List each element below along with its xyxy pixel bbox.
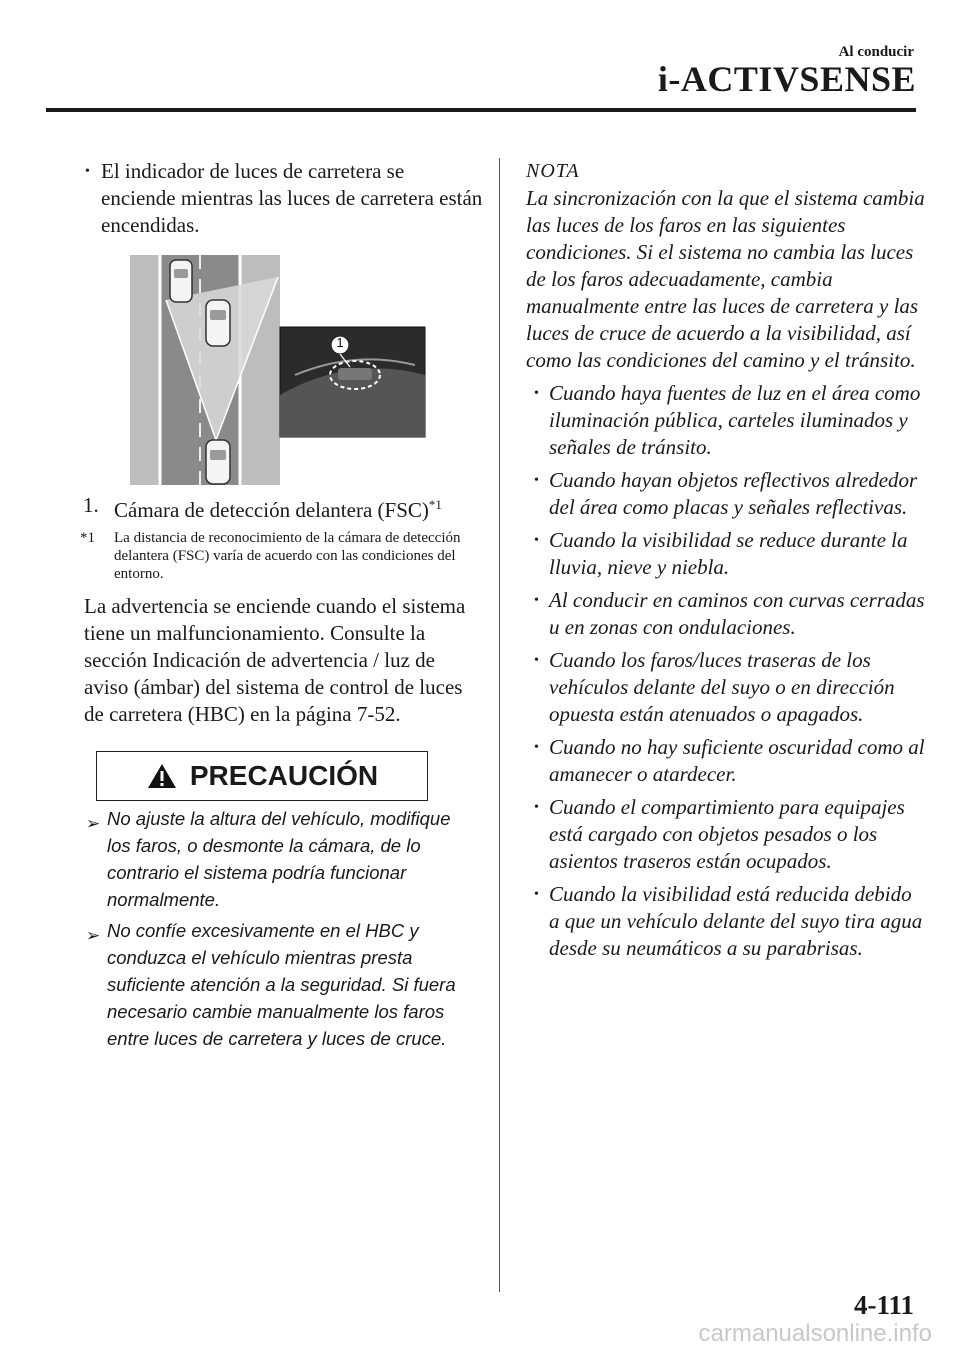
list-item: • Cuando no hay suficiente oscuridad como al amanecer o atardecer.	[526, 734, 926, 788]
list-item: • Cuando la visibilidad se reduce durante la lluvia, nieve y niebla.	[526, 527, 926, 581]
caption-footnote-ref: *1	[428, 497, 442, 512]
warning-paragraph: La advertencia se enciende cuando el sistema tiene un malfuncionamiento. Consulte la sección Indicación de advertencia / luz de aviso (ámbar) del sistema de control de luces de carretera (HBC) en la página 7-52.	[84, 594, 466, 726]
left-column	[80, 158, 484, 1052]
section-label: Al conducir	[838, 44, 914, 60]
caution-item-text: No ajuste la altura del vehículo, modifique los faros, o desmonte la cámara, de lo contrario el sistema podría funcionar normalmente.	[107, 808, 451, 910]
footnote	[80, 529, 484, 583]
caption-number: 1.	[83, 493, 99, 517]
hbc-camera-illustration	[130, 255, 430, 485]
note-text: La sincronización con la que el sistema cambia las luces de los faros en las siguientes condiciones. Si el sistema no cambia las luces de los faros adecuadamente, cambia manualmente entre las luces de carretera y las luces de cruce de acuerdo a la visibilidad, así como las condiciones del camino y el tránsito.	[526, 186, 925, 372]
callout-number: 1	[336, 335, 344, 350]
list-item: • Cuando la visibilidad está reducida debido a que un vehículo delante del suyo tira agua desde su neumáticos a su parabrisas.	[526, 881, 926, 962]
footnote-mark: *1	[80, 530, 95, 546]
note-heading: NOTA	[526, 160, 580, 182]
caution-item-text: No confíe excesivamente en el HBC y conduzca el vehículo mientras presta suficiente atención a la seguridad. Si fuera necesario cambie manualmente los faros entre luces de carretera y luces de cruce.	[107, 920, 456, 1049]
footnote-text: La distancia de reconocimiento de la cámara de detección delantera (FSC) varía de acuerdo con las condiciones del entorno.	[114, 530, 461, 582]
list-item: • Cuando hayan objetos reflectivos alrededor del área como placas y señales reflectivas.	[526, 467, 926, 521]
list-item: • Al conducir en caminos con curvas cerradas u en zonas con ondulaciones.	[526, 587, 926, 641]
road-diagram-graphic	[130, 255, 430, 485]
watermark: carmanualsonline.info	[698, 1320, 932, 1347]
caution-box	[96, 751, 428, 801]
page-number: 4-111	[853, 1290, 914, 1320]
arrow-bullet-icon: ➢	[86, 926, 101, 945]
list-item: • Cuando los faros/luces traseras de los vehículos delante del suyo o en dirección opuesta están atenuados o apagados.	[526, 647, 926, 728]
warning-triangle-icon	[146, 762, 178, 790]
right-column	[526, 158, 926, 962]
caution-item	[84, 917, 472, 1052]
header-divider	[46, 108, 916, 112]
figure-caption	[84, 492, 484, 523]
caption-text: Cámara de detección delantera (FSC)	[114, 498, 429, 522]
page-title: i-ACTIVSENSE	[657, 59, 916, 99]
list-item: • El indicador de luces de carretera se enciende mientras las luces de carretera están encendidas.	[83, 158, 484, 239]
list-item: • Cuando el compartimiento para equipajes está cargado con objetos pesados o los asientos traseros están ocupados.	[526, 794, 926, 875]
list-item: • Cuando haya fuentes de luz en el área como iluminación pública, carteles iluminados y señales de tránsito.	[526, 380, 926, 461]
arrow-bullet-icon: ➢	[86, 814, 101, 833]
caution-item	[84, 805, 472, 913]
column-divider	[499, 158, 500, 1292]
caution-label: PRECAUCIÓN	[189, 760, 379, 791]
